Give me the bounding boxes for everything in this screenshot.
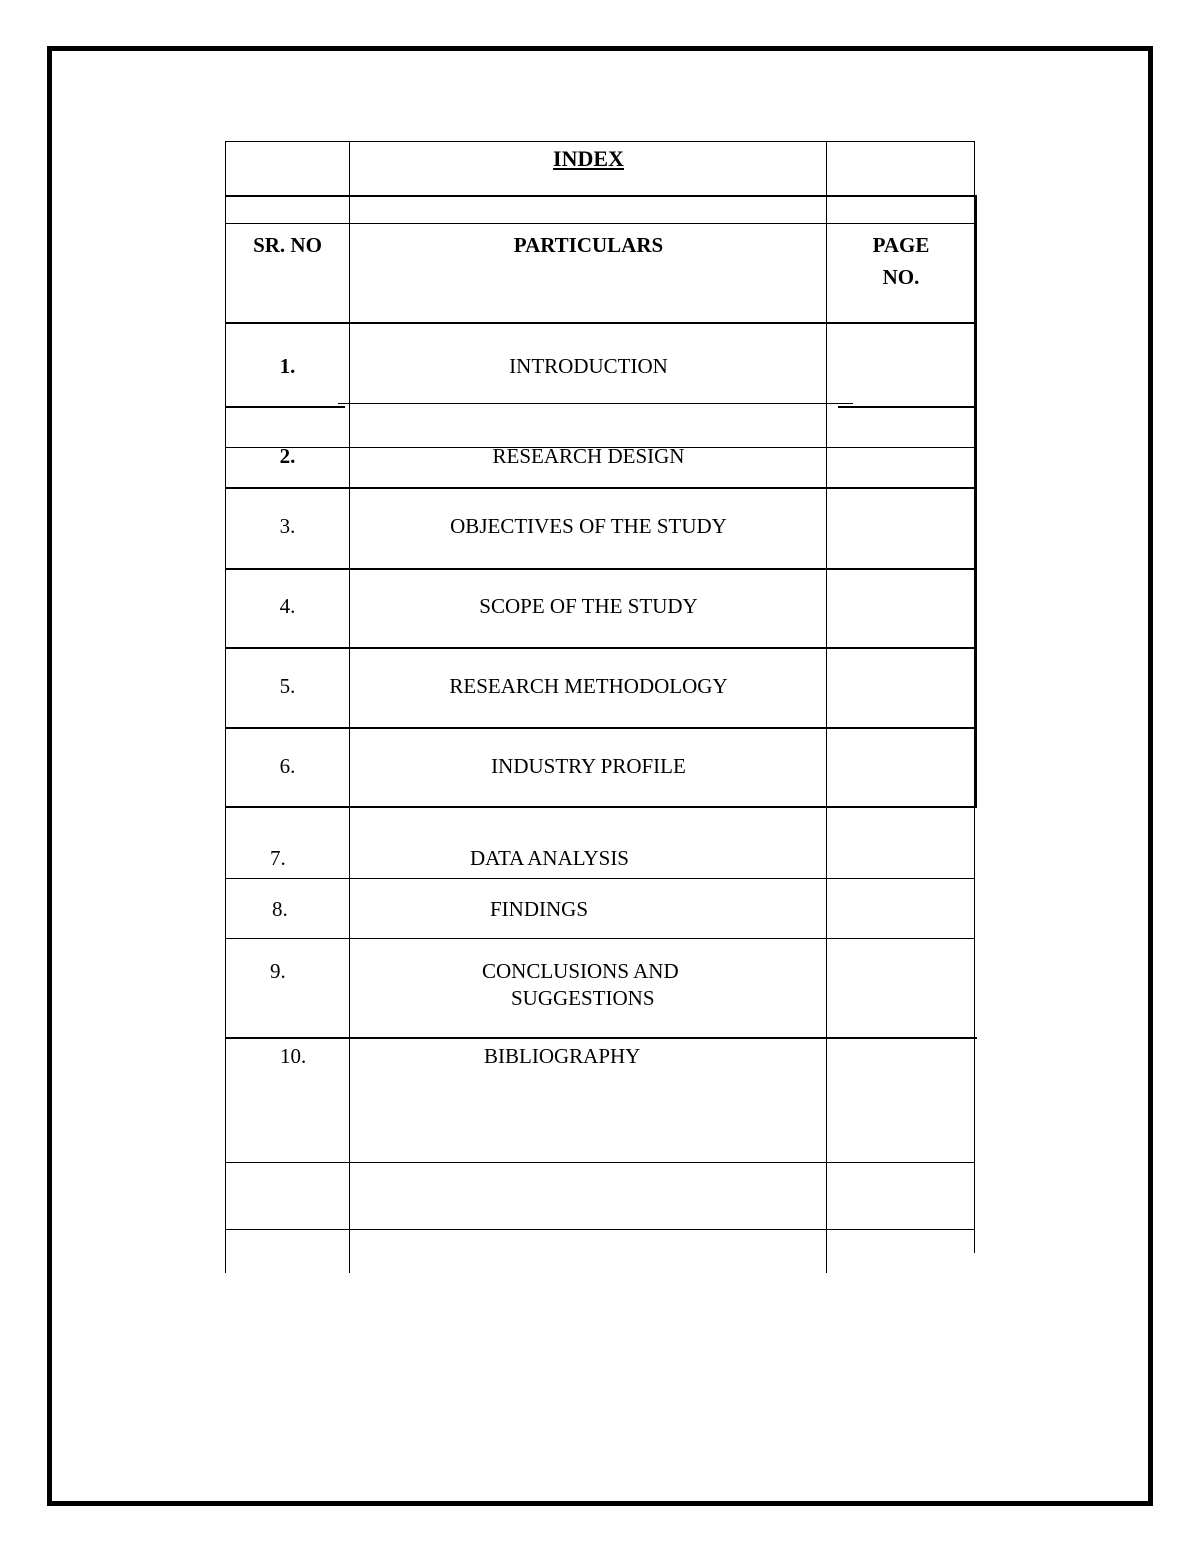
header-page-no-line1: PAGE (872, 233, 930, 257)
row-sr-no: 10. (280, 1044, 307, 1068)
row-particular: FINDINGS (490, 897, 589, 921)
row-divider (838, 406, 977, 408)
row-particular: OBJECTIVES OF THE STUDY (450, 514, 727, 538)
row-divider (225, 141, 975, 142)
row-particular: CONCLUSIONS AND (482, 959, 679, 983)
index-title: INDEX (553, 146, 624, 171)
row-particular: SCOPE OF THE STUDY (479, 594, 698, 618)
row-divider (225, 727, 977, 729)
row-divider (225, 647, 977, 649)
row-sr-no: 8. (272, 897, 288, 921)
row-divider (225, 878, 975, 879)
row-particular: DATA ANALYSIS (470, 846, 629, 870)
row-sr-no: 9. (270, 959, 286, 983)
row-divider (338, 403, 853, 404)
row-particular: BIBLIOGRAPHY (484, 1044, 641, 1068)
row-sr-no: 1. (279, 354, 296, 378)
column-divider-2 (826, 141, 827, 1273)
row-particular-line2: SUGGESTIONS (511, 986, 655, 1010)
row-particular: INTRODUCTION (509, 354, 668, 378)
row-divider (225, 1229, 975, 1230)
row-particular: INDUSTRY PROFILE (491, 754, 686, 778)
row-divider (225, 322, 977, 324)
header-page-no-line2: NO. (882, 265, 920, 289)
header-particulars: PARTICULARS (513, 233, 664, 257)
row-divider (225, 195, 977, 197)
row-divider (225, 406, 345, 408)
row-sr-no: 7. (270, 846, 286, 870)
row-divider (225, 1037, 977, 1039)
header-sr-no: SR. NO (253, 233, 322, 257)
row-sr-no: 6. (279, 754, 296, 778)
row-sr-no: 5. (279, 674, 296, 698)
row-divider (225, 223, 975, 224)
row-divider (225, 487, 977, 489)
row-sr-no: 4. (279, 594, 296, 618)
row-particular: RESEARCH METHODOLOGY (449, 674, 728, 698)
row-divider (225, 1162, 975, 1163)
row-sr-no: 3. (279, 514, 296, 538)
row-divider (225, 806, 977, 808)
row-divider (225, 938, 975, 939)
row-particular: RESEARCH DESIGN (492, 444, 685, 468)
column-divider-1 (349, 141, 350, 1273)
row-sr-no: 2. (279, 444, 296, 468)
row-divider (225, 568, 977, 570)
table-left-border (225, 141, 226, 1273)
